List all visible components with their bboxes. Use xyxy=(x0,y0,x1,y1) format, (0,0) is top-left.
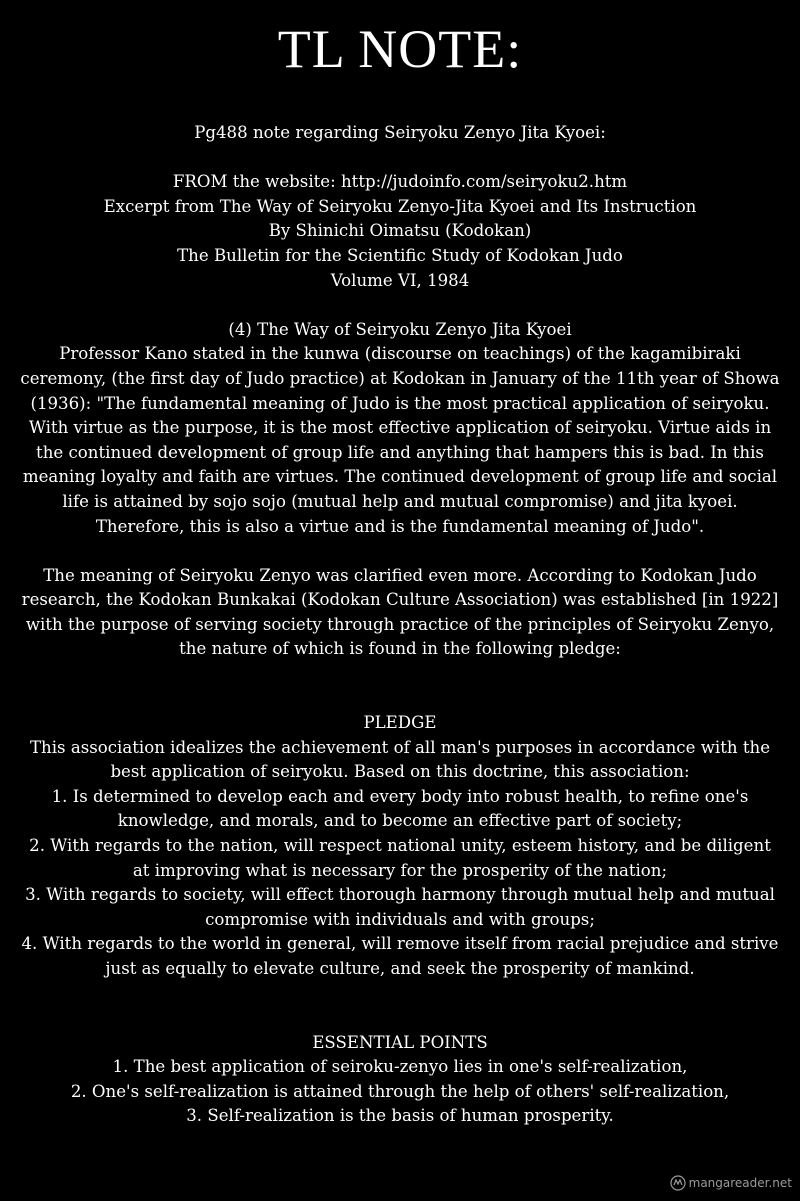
pledge-item: 1. Is determined to develop each and every body into robust health, to refine one's knowledge, and morals, and to become an effective part of society; xyxy=(51,786,749,831)
pledge-intro: This association idealizes the achievement of all man's purposes in accordance with the best application of seiryoku. Based on this doctrine, this association: xyxy=(29,737,771,782)
section-paragraph-2: The meaning of Seiryoku Zenyo was clarified even more. According to Kodokan Judo research, the Kodokan Bunkakai (Kodokan Culture Association) was established [in 1922] with the purpose of serving society through practice of the principles of Seiryoku Zenyo, the nature of which is found in the following pledge: xyxy=(21,565,779,659)
essential-heading: ESSENTIAL POINTS xyxy=(312,1032,488,1052)
page-title: TL NOTE: xyxy=(277,19,523,79)
volume-line: Volume VI, 1984 xyxy=(330,270,470,290)
watermark xyxy=(670,1175,792,1191)
pledge-list xyxy=(20,785,780,982)
essential-item: 2. One's self-realization is attained through the help of others' self-realization, xyxy=(70,1081,730,1101)
note-reference: Pg488 note regarding Seiryoku Zenyo Jita Kyoei: xyxy=(194,123,606,142)
essential-item: 3. Self-realization is the basis of human prosperity. xyxy=(186,1106,614,1126)
section-heading: (4) The Way of Seiryoku Zenyo Jita Kyoei xyxy=(228,319,572,339)
section-paragraph-1: Professor Kano stated in the kunwa (discourse on teachings) of the kagamibiraki ceremony, (the first day of Judo practice) at Kodokan in January of the 11th year of Showa (1936): "The fundamental meaning of Judo is the most practical application of seiryoku. With virtue as the purpose, it is the most effective application of seiryoku. Virtue aids in the continued development of group life and anything that hampers this is bad. In this meaning loyalty and faith are virtues. The continued development of group life and social life is attained by sojo sojo (mutual help and mutual compromise) and jita kyoei. Therefore, this is also a virtue and is the fundamental meaning of Judo". xyxy=(20,344,780,536)
pledge-heading: PLEDGE xyxy=(363,713,437,733)
essential-list xyxy=(20,1055,780,1129)
pledge-item: 3. With regards to society, will effect thorough harmony through mutual help and mutual compromise with individuals and with groups; xyxy=(25,885,775,929)
essential-item: 1. The best application of seiroku-zenyo lies in one's self-realization, xyxy=(112,1057,688,1077)
watermark-text: mangareader.net xyxy=(688,1176,792,1190)
pledge-item: 4. With regards to the world in general, will remove itself from racial prejudice and strive just as equally to elevate culture, and seek the prosperity of mankind. xyxy=(21,934,779,978)
excerpt-line: Excerpt from The Way of Seiryoku Zenyo-Jita Kyoei and Its Instruction xyxy=(103,196,697,216)
mangareader-logo-icon xyxy=(670,1175,686,1191)
note-body xyxy=(20,121,780,1129)
source-line: FROM the website: http://judoinfo.com/seiryoku2.htm xyxy=(172,172,628,192)
pledge-item: 2. With regards to the nation, will respect national unity, esteem history, and be diligent at improving what is necessary for the prosperity of the nation; xyxy=(29,836,771,880)
bulletin-line: The Bulletin for the Scientific Study of Kodokan Judo xyxy=(177,245,623,265)
author-line: By Shinichi Oimatsu (Kodokan) xyxy=(268,221,532,241)
